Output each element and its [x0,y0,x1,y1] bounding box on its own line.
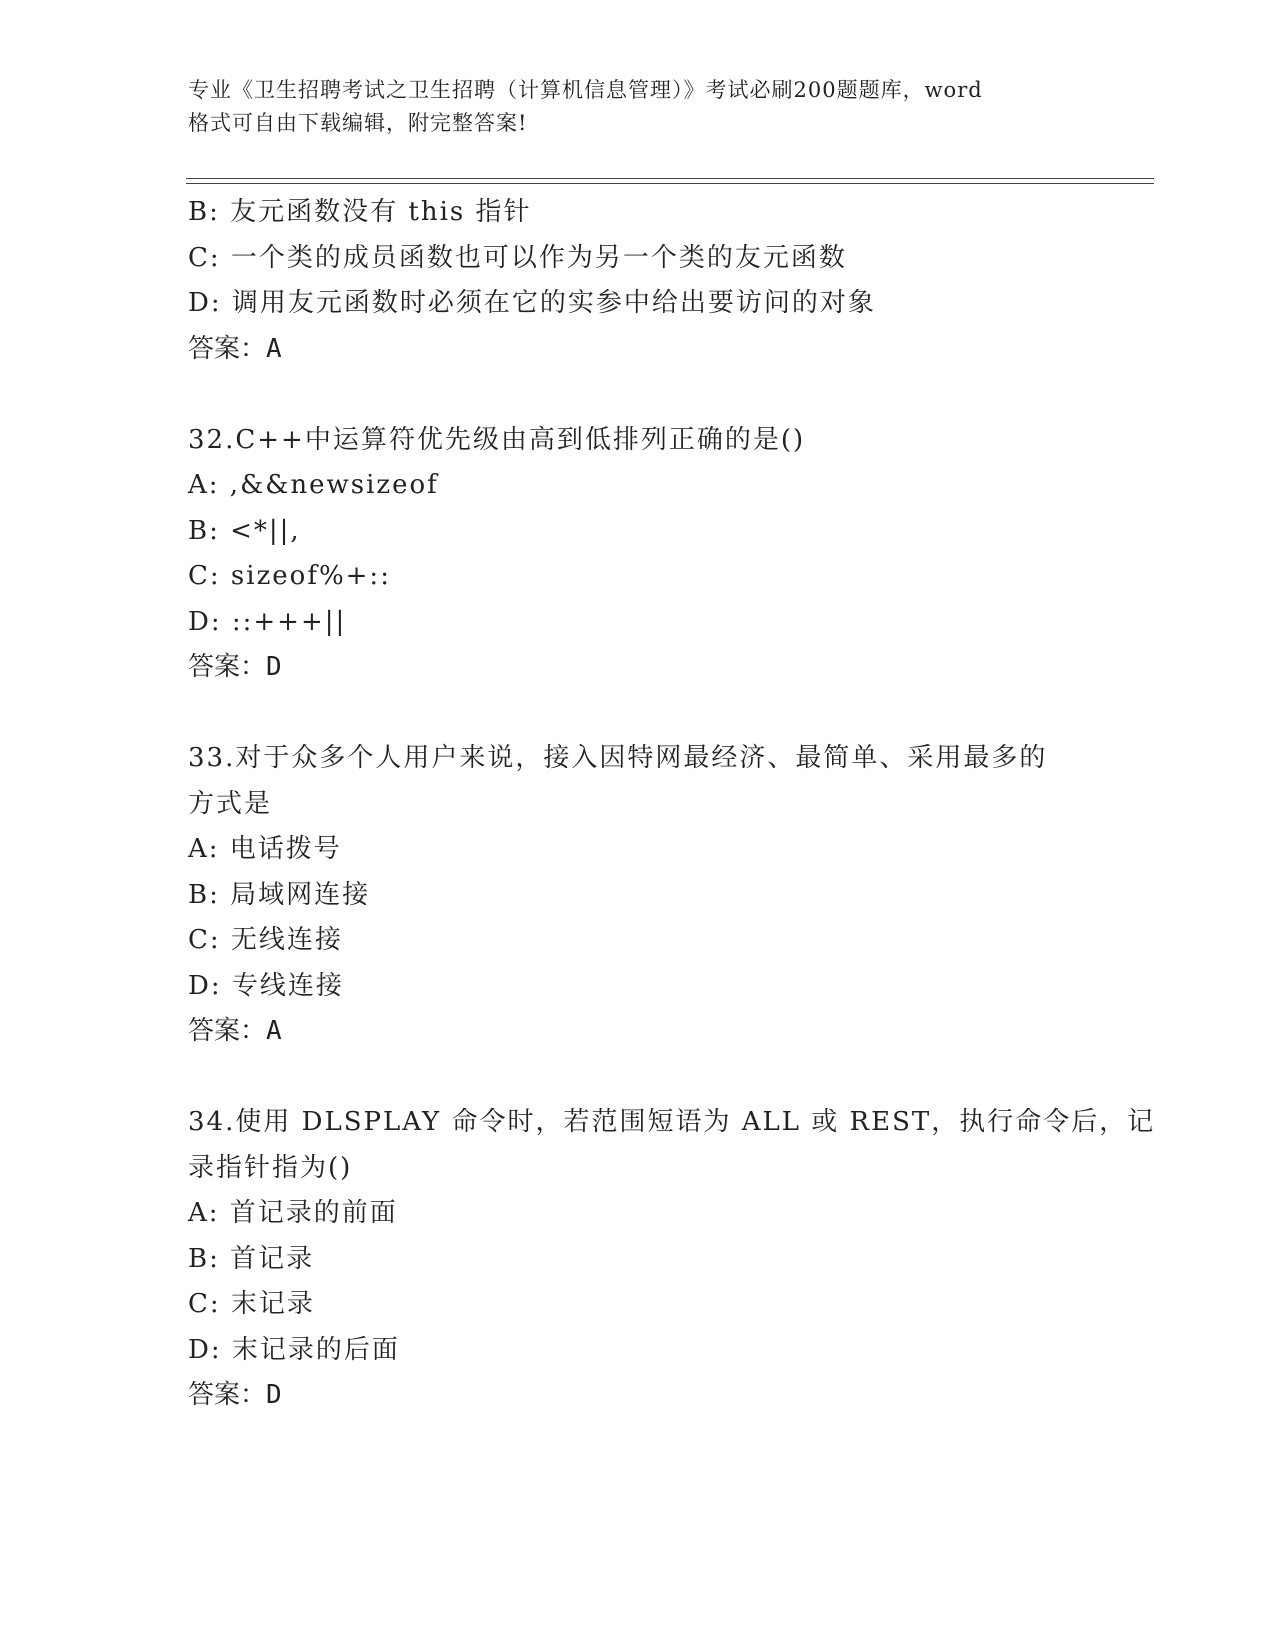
option-c: C: 无线连接 [188,925,343,955]
option-c: C: 末记录 [188,1289,315,1319]
document-body [188,190,1156,1419]
option-b: B: <*||, [188,515,301,546]
option-c: C: 一个类的成员函数也可以作为另一个类的友元函数 [188,242,847,273]
answer-line: 答案：D [188,1380,282,1410]
question-block-34 [188,1100,1156,1419]
question-stem-continued: 录指针指为() [188,1152,353,1183]
question-stem-continued: 方式是 [188,788,273,819]
question-block-32 [188,418,1088,691]
document-header [188,74,1088,140]
option-a: A: 首记录的前面 [188,1198,398,1228]
question-block-31 [188,190,1088,372]
header-line-2: 格式可自由下载编辑，附完整答案! [188,111,528,135]
option-a: A: ,&&newsizeof [188,470,439,500]
header-rule-top [186,178,1154,179]
spacer [188,372,1088,418]
header-line-1: 专业《卫生招聘考试之卫生招聘（计算机信息管理）》考试必刷200题题库，word [188,78,983,102]
option-d: D: 专线连接 [188,970,344,1001]
question-block-33 [188,736,1088,1055]
option-c: C: sizeof%+:: [188,561,391,591]
answer-line: 答案：A [188,333,282,364]
question-stem: 33.对于众多个人用户来说，接入因特网最经济、最简单、采用最多的 [188,743,1048,773]
option-d: D: 调用友元函数时必须在它的实参中给出要访问的对象 [188,288,876,318]
answer-line: 答案：D [188,652,282,682]
option-d: D: 末记录的后面 [188,1334,400,1365]
question-stem: 32.C++中运算符优先级由高到低排列正确的是() [188,424,806,455]
option-b: B: 局域网连接 [188,879,371,910]
spacer [188,691,1088,737]
spacer [188,1055,1088,1101]
option-b: B: 友元函数没有 this 指针 [188,197,532,227]
header-rule-bottom [186,183,1154,184]
option-b: B: 首记录 [188,1243,315,1274]
answer-line: 答案：A [188,1016,282,1046]
question-stem: 34.使用 DLSPLAY 命令时，若范围短语为 ALL 或 REST，执行命令后，记 [188,1107,1156,1137]
option-d: D: ::+++|| [188,606,347,637]
option-a: A: 电话拨号 [188,834,342,864]
